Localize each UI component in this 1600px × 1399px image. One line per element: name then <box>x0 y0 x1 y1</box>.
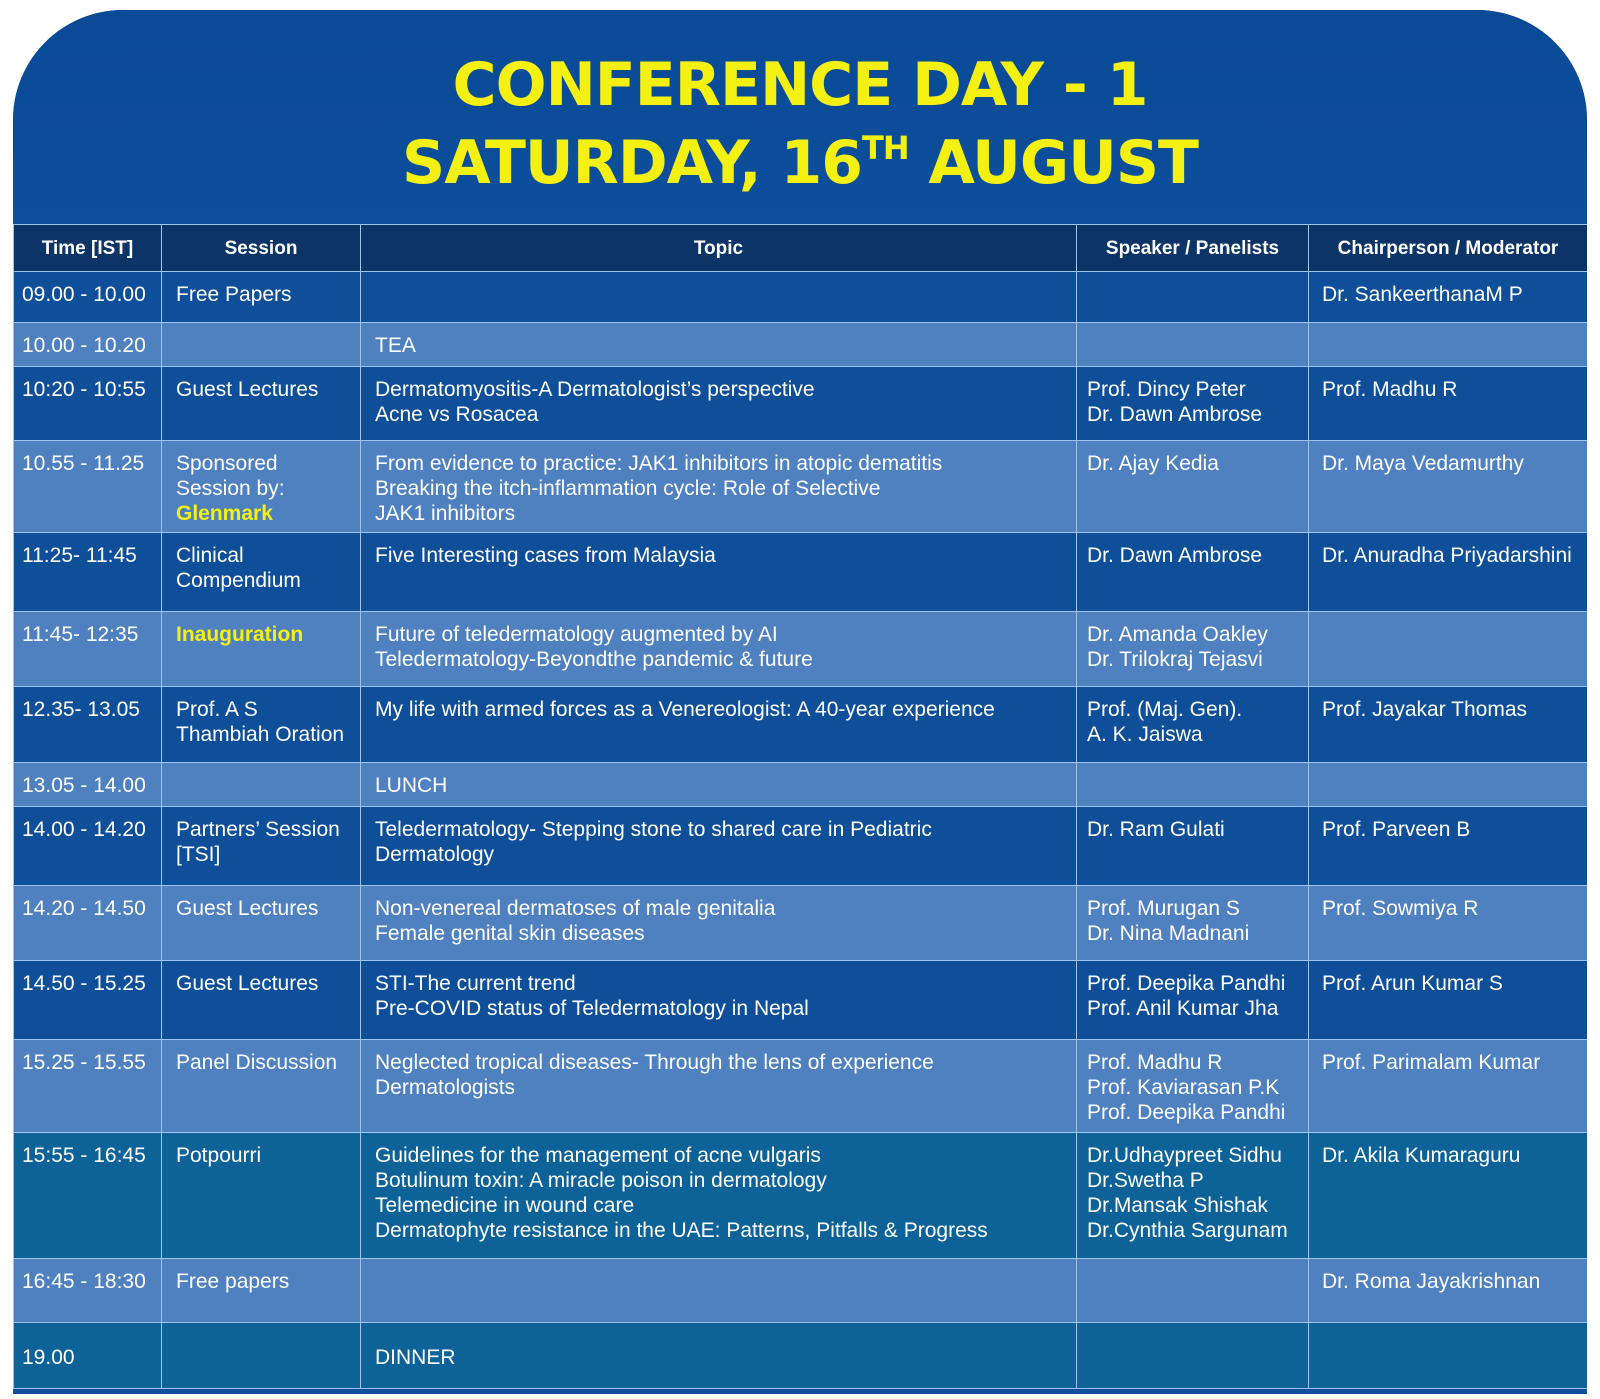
cell-speaker <box>1077 687 1309 763</box>
cell-time: 11:45- 12:35 <box>14 612 162 687</box>
speaker-line: Prof. Kaviarasan P.K <box>1087 1076 1280 1099</box>
speaker-line: Dr. Trilokraj Tejasvi <box>1087 648 1263 671</box>
topic-line: Acne vs Rosacea <box>375 403 539 426</box>
cell-session: Guest Lectures <box>162 367 361 441</box>
table-row <box>14 323 1588 367</box>
speaker-line: Prof. Murugan S <box>1087 897 1240 920</box>
cell-session: Potpourri <box>162 1133 361 1259</box>
speaker-line: Dr. Ram Gulati <box>1087 818 1225 841</box>
speaker-line: Dr.Mansak Shishak <box>1087 1194 1268 1217</box>
column-header-topic: Topic <box>361 225 1077 272</box>
schedule-card <box>13 10 1587 1394</box>
cell-topic <box>361 1133 1077 1259</box>
cell-topic <box>361 961 1077 1040</box>
cell-session: Guest Lectures <box>162 886 361 961</box>
speaker-line: Dr. Nina Madnani <box>1087 922 1250 945</box>
cell-chair: Prof. Jayakar Thomas <box>1309 687 1588 763</box>
topic-line: Teledermatology- Stepping stone to shared care in Pediatric <box>375 818 932 841</box>
cell-chair: Prof. Arun Kumar S <box>1309 961 1588 1040</box>
cell-session: Prof. A S Thambiah Oration <box>162 687 361 763</box>
cell-topic <box>361 1040 1077 1133</box>
table-row <box>14 1040 1588 1133</box>
date-text: SATURDAY, 16 <box>402 128 863 198</box>
cell-chair: Dr. Akila Kumaraguru <box>1309 1133 1588 1259</box>
cell-chair: Dr. Roma Jayakrishnan <box>1309 1259 1588 1323</box>
speaker-line: Prof. Deepika Pandhi <box>1087 1101 1286 1124</box>
table-row <box>14 272 1588 323</box>
table-row <box>14 367 1588 441</box>
speaker-line: Dr.Udhaypreet Sidhu <box>1087 1144 1282 1167</box>
speaker-line: Prof. Dincy Peter <box>1087 378 1246 401</box>
table-row <box>14 612 1588 687</box>
cell-chair <box>1309 612 1588 687</box>
topic-line: Female genital skin diseases <box>375 922 645 945</box>
sponsor-name: Glenmark <box>176 502 273 525</box>
page-subtitle-date <box>13 124 1587 202</box>
cell-time: 16:45 - 18:30 <box>14 1259 162 1323</box>
cell-time: 10:20 - 10:55 <box>14 367 162 441</box>
cell-chair: Dr. Anuradha Priyadarshini <box>1309 533 1588 612</box>
cell-topic <box>361 441 1077 533</box>
cell-session: Clinical Compendium <box>162 533 361 612</box>
table-row <box>14 533 1588 612</box>
topic-line: Dermatophyte resistance in the UAE: Patterns, Pitfalls & Progress <box>375 1219 988 1242</box>
page-title: CONFERENCE DAY - 1 <box>452 50 1148 120</box>
topic-line: Dermatology <box>375 843 495 866</box>
cell-time: 15.25 - 15.55 <box>14 1040 162 1133</box>
topic-line: Pre-COVID status of Teledermatology in Nepal <box>375 997 809 1020</box>
topic-line: Dermatologists <box>375 1076 516 1099</box>
cell-speaker <box>1077 1323 1309 1389</box>
topic-line: Non-venereal dermatoses of male genitalia <box>375 897 776 920</box>
topic-line: JAK1 inhibitors <box>375 502 516 525</box>
cell-topic <box>361 367 1077 441</box>
cell-session <box>162 441 361 533</box>
cell-chair: Prof. Parimalam Kumar <box>1309 1040 1588 1133</box>
cell-topic-break: DINNER <box>361 1323 1077 1389</box>
table-row <box>14 441 1588 533</box>
cell-chair <box>1309 323 1588 367</box>
table-body <box>14 272 1588 1389</box>
cell-speaker <box>1077 612 1309 687</box>
cell-session <box>162 323 361 367</box>
cell-session <box>162 1323 361 1389</box>
cell-speaker <box>1077 533 1309 612</box>
table-header-row <box>14 225 1588 272</box>
cell-chair: Prof. Parveen B <box>1309 807 1588 886</box>
cell-speaker <box>1077 441 1309 533</box>
cell-speaker <box>1077 1040 1309 1133</box>
table-row <box>14 961 1588 1040</box>
cell-session: Inauguration <box>162 612 361 687</box>
speaker-line: Prof. Madhu R <box>1087 1051 1223 1074</box>
cell-speaker <box>1077 367 1309 441</box>
cell-topic <box>361 1259 1077 1323</box>
cell-time: 11:25- 11:45 <box>14 533 162 612</box>
cell-time: 10.55 - 11.25 <box>14 441 162 533</box>
cell-time: 14.00 - 14.20 <box>14 807 162 886</box>
date-suffix: TH <box>862 129 909 167</box>
column-header-time: Time [IST] <box>14 225 162 272</box>
topic-line: From evidence to practice: JAK1 inhibitors in atopic dematitis <box>375 452 943 475</box>
schedule-header <box>13 10 1587 224</box>
table-row <box>14 763 1588 807</box>
session-label: Sponsored Session by: <box>176 452 285 500</box>
cell-speaker <box>1077 961 1309 1040</box>
speaker-line: Dr. Amanda Oakley <box>1087 623 1268 646</box>
topic-line: Teledermatology-Beyondthe pandemic & future <box>375 648 813 671</box>
cell-topic <box>361 687 1077 763</box>
topic-line: Breaking the itch-inflammation cycle: Role of Selective <box>375 477 881 500</box>
speaker-line: Dr. Dawn Ambrose <box>1087 403 1263 426</box>
cell-time: 14.20 - 14.50 <box>14 886 162 961</box>
column-header-speaker: Speaker / Panelists <box>1077 225 1309 272</box>
cell-topic-break: LUNCH <box>361 763 1077 807</box>
speaker-line: Prof. Anil Kumar Jha <box>1087 997 1279 1020</box>
cell-chair: Prof. Madhu R <box>1309 367 1588 441</box>
cell-session: Partners’ Session [TSI] <box>162 807 361 886</box>
cell-speaker <box>1077 807 1309 886</box>
cell-topic <box>361 612 1077 687</box>
cell-speaker <box>1077 1133 1309 1259</box>
cell-speaker <box>1077 272 1309 323</box>
cell-topic <box>361 272 1077 323</box>
topic-line: Botulinum toxin: A miracle poison in dermatology <box>375 1169 827 1192</box>
speaker-line: Prof. (Maj. Gen). <box>1087 698 1243 721</box>
topic-line: Future of teledermatology augmented by AI <box>375 623 778 646</box>
cell-time: 15:55 - 16:45 <box>14 1133 162 1259</box>
cell-time: 12.35- 13.05 <box>14 687 162 763</box>
cell-session: Guest Lectures <box>162 961 361 1040</box>
speaker-line: Dr. Dawn Ambrose <box>1087 544 1263 567</box>
cell-session: Free Papers <box>162 272 361 323</box>
topic-line: Dermatomyositis-A Dermatologist’s perspective <box>375 378 815 401</box>
cell-chair: Prof. Sowmiya R <box>1309 886 1588 961</box>
cell-topic <box>361 533 1077 612</box>
topic-line: My life with armed forces as a Venereologist: A 40-year experience <box>375 698 995 721</box>
table-row <box>14 687 1588 763</box>
cell-speaker <box>1077 323 1309 367</box>
topic-line: Telemedicine in wound care <box>375 1194 635 1217</box>
cell-session: Free papers <box>162 1259 361 1323</box>
cell-chair: Dr. Maya Vedamurthy <box>1309 441 1588 533</box>
cell-chair <box>1309 763 1588 807</box>
cell-time: 09.00 - 10.00 <box>14 272 162 323</box>
topic-line: Neglected tropical diseases- Through the lens of experience <box>375 1051 934 1074</box>
topic-line: Five Interesting cases from Malaysia <box>375 544 716 567</box>
speaker-line: Dr.Cynthia Sargunam <box>1087 1219 1288 1242</box>
speaker-line: A. K. Jaiswa <box>1087 723 1203 746</box>
topic-line: STI-The current trend <box>375 972 576 995</box>
column-header-chair: Chairperson / Moderator <box>1309 225 1588 272</box>
speaker-line: Dr.Swetha P <box>1087 1169 1204 1192</box>
topic-line: Guidelines for the management of acne vulgaris <box>375 1144 821 1167</box>
cell-topic <box>361 886 1077 961</box>
cell-topic <box>361 807 1077 886</box>
cell-time: 13.05 - 14.00 <box>14 763 162 807</box>
date-month: AUGUST <box>908 128 1198 198</box>
table-row <box>14 1323 1588 1389</box>
cell-chair <box>1309 1323 1588 1389</box>
cell-topic-break: TEA <box>361 323 1077 367</box>
cell-time: 14.50 - 15.25 <box>14 961 162 1040</box>
cell-speaker <box>1077 763 1309 807</box>
cell-chair: Dr. SankeerthanaM P <box>1309 272 1588 323</box>
table-row <box>14 807 1588 886</box>
schedule-table <box>13 224 1587 1389</box>
speaker-line: Dr. Ajay Kedia <box>1087 452 1219 475</box>
cell-time: 19.00 <box>14 1323 162 1389</box>
speaker-line: Prof. Deepika Pandhi <box>1087 972 1286 995</box>
cell-speaker <box>1077 1259 1309 1323</box>
column-header-session: Session <box>162 225 361 272</box>
cell-time: 10.00 - 10.20 <box>14 323 162 367</box>
table-row <box>14 1259 1588 1323</box>
table-row <box>14 1133 1588 1259</box>
table-header <box>14 225 1588 272</box>
cell-session <box>162 763 361 807</box>
table-row <box>14 886 1588 961</box>
cell-speaker <box>1077 886 1309 961</box>
cell-session: Panel Discussion <box>162 1040 361 1133</box>
